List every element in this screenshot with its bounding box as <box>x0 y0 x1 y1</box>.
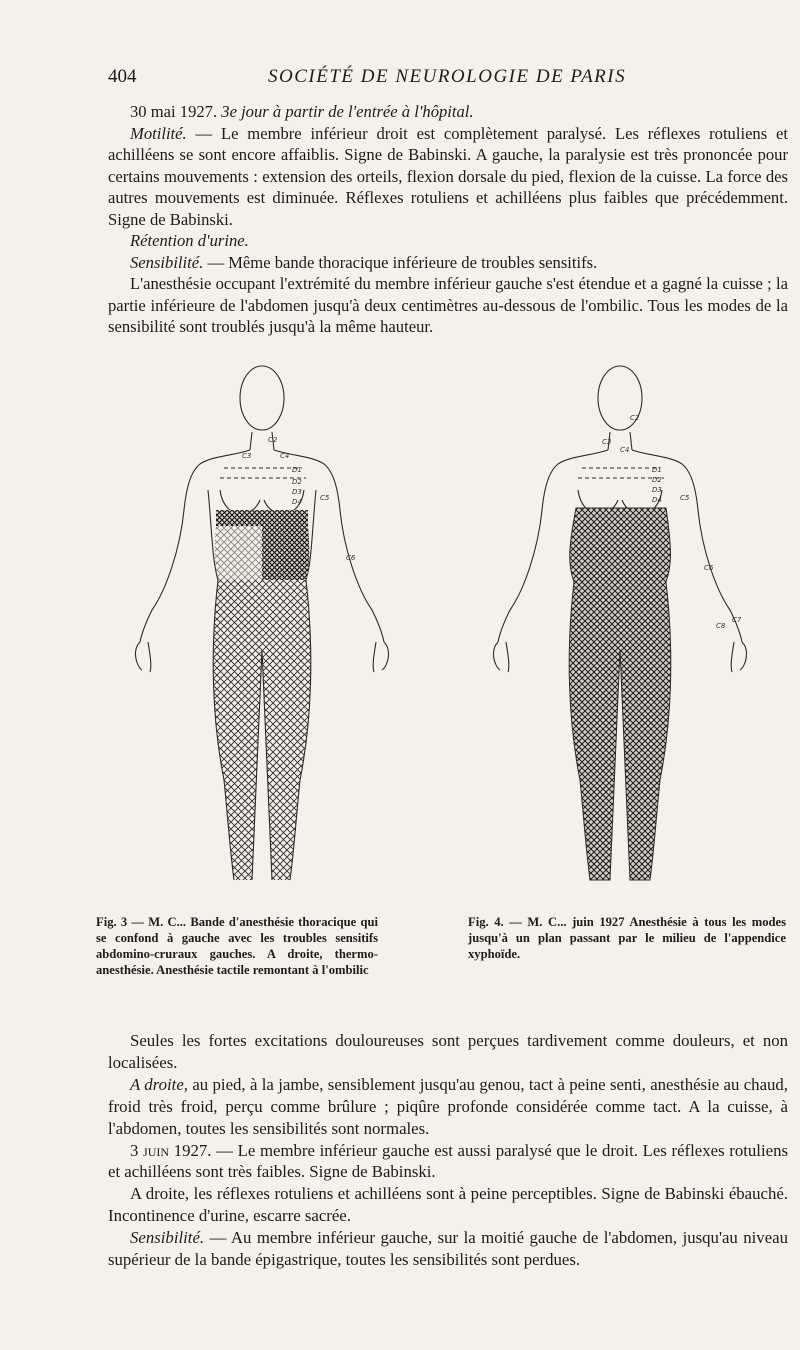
paragraph-motilite <box>108 123 788 231</box>
label-d4: D4 <box>652 496 662 504</box>
label-d3: D3 <box>652 486 662 494</box>
motilite-text: — Le membre inférieur droit est complètement paralysé. Les réflexes rotuliens et achilléens se sont encore affaiblis. Signe de Babinski. A gauche, la paralysie est très prononcée pour certains mouvements : extension des orteils, flexion dorsale du pied, flexion de la cuisse. La force des autres mouvements est diminuée. Réflexes rotuliens et achilléens plus faibles que précédemment. Signe de Babinski. <box>108 123 788 229</box>
date-label: 30 mai 1927. <box>130 102 218 121</box>
legs-anesthesia-zone <box>213 580 311 880</box>
bottom-text-block <box>108 1030 788 1271</box>
a-droite-text: au pied, à la jambe, sensiblement jusqu'au genou, tact à peine senti, anesthésie au chaud, froid très froid, perçu comme brûlure ; piqûre profonde considérée comme tact. A la cuisse, à l'abdomen, toutes les sensibilités sont normales. <box>108 1074 788 1138</box>
paragraph-3-juin <box>108 1140 788 1184</box>
figure-4-body-diagram <box>480 360 760 900</box>
paragraph-a-droite <box>108 1074 788 1140</box>
top-text-block <box>108 101 788 338</box>
paragraph-retention: Rétention d'urine. <box>130 231 249 250</box>
left-hand <box>731 642 746 672</box>
label-d3: D3 <box>292 488 302 496</box>
label-c5: C5 <box>320 494 330 502</box>
page-number: 404 <box>108 66 137 87</box>
page-header <box>108 66 788 92</box>
label-c7: C7 <box>732 616 742 624</box>
running-title: SOCIÉTÉ DE NEUROLOGIE DE PARIS <box>268 66 627 87</box>
figure-4-caption: Fig. 4. — M. C... juin 1927 Anesthésie à tous les modes jusqu'à un plan passant par le milieu de l'appendice xyphoïde. <box>468 915 786 961</box>
paragraph-date <box>108 101 788 123</box>
left-hand <box>373 642 388 672</box>
paragraph-sensibilite-gauche <box>108 1227 788 1271</box>
right-hand <box>136 642 151 672</box>
motilite-label: Motilité. <box>130 123 187 143</box>
label-c8: C8 <box>716 622 726 630</box>
thoracic-anesthesia-band <box>216 510 308 526</box>
left-abdomen-zone <box>262 526 309 580</box>
label-c5: C5 <box>680 494 690 502</box>
right-abdomen-zone <box>215 526 262 580</box>
body-anesthesia-zone <box>569 508 671 880</box>
paragraph-sensibilite <box>108 252 788 274</box>
label-c2: C2 <box>268 436 278 444</box>
sensibilite-label: Sensibilité. <box>130 252 204 272</box>
label-d2: D2 <box>652 476 662 484</box>
right-hand <box>494 642 509 672</box>
a-droite-label: A droite, <box>130 1074 188 1094</box>
label-d1: D1 <box>292 466 302 474</box>
label-c3: C3 <box>242 452 252 460</box>
label-c4: C4 <box>620 446 630 454</box>
date-3-juin: 3 juin 1927. <box>130 1140 212 1160</box>
paragraph-anesthesie: L'anesthésie occupant l'extrémité du membre inférieur gauche s'est étendue et a gagné la cuisse ; la partie inférieure de l'abdomen jusqu'à deux centimètres au-dessous de l'ombilic. Tous les modes de la sensibilité sont troublés jusqu'à la même hauteur. <box>108 274 788 336</box>
paragraph-reflexes-droite: A droite, les réflexes rotuliens et achilléens sont à peine perceptibles. Signe de Babinski ébauché. Incontinence d'urine, escarre sacrée. <box>108 1184 788 1226</box>
label-c3: C3 <box>602 438 612 446</box>
head-outline <box>240 366 284 430</box>
paragraph-3-juin-text: — Le membre inférieur gauche est aussi paralysé que le droit. Les réflexes rotuliens et achilléens sont très faibles. Signe de Babinski. <box>108 1140 788 1182</box>
paragraph-douleurs: Seules les fortes excitations douloureuses sont perçues tardivement comme douleurs, et non localisées. <box>108 1031 788 1072</box>
label-d2: D2 <box>292 478 302 486</box>
label-c4: C4 <box>280 452 290 460</box>
figure-3-caption: Fig. 3 — M. C... Bande d'anesthésie thoracique qui se confond à gauche avec les troubles sensitifs abdomino-cruraux gauches. A droite, thermo-anesthésie. Anesthésie tactile remontant à l'ombilic <box>96 915 378 977</box>
sensibilite-gauche-text: — Au membre inférieur gauche, sur la moitié gauche de l'abdomen, jusqu'au niveau supérieur de la bande épigastrique, toutes les sensibilités sont perdues. <box>108 1228 788 1270</box>
figure-3-body-diagram <box>112 360 392 900</box>
label-c6: C6 <box>346 554 356 562</box>
label-c6: C6 <box>704 564 714 572</box>
sensibilite-text: — Même bande thoracique inférieure de troubles sensitifs. <box>207 252 598 272</box>
sensibilite-gauche-label: Sensibilité. <box>130 1228 205 1248</box>
date-note: 3e jour à partir de l'entrée à l'hôpital. <box>221 102 474 121</box>
label-d4: D4 <box>292 498 302 506</box>
label-d1: D1 <box>652 466 662 474</box>
label-c2: C2 <box>630 414 640 422</box>
